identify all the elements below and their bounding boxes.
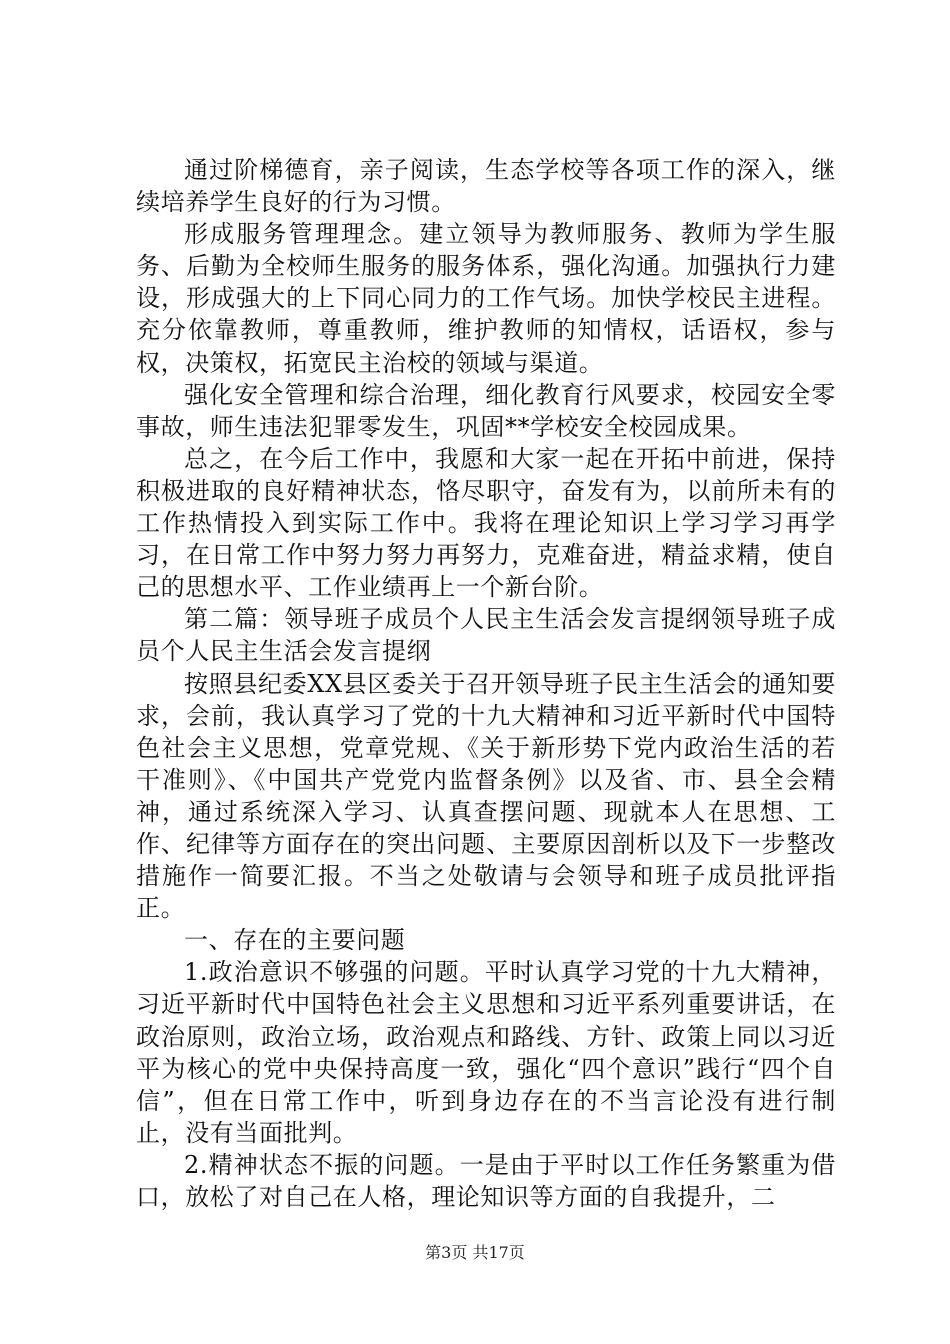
page-number-footer: 第3页 共17页 [425,1243,525,1262]
paragraph-introduction: 按照县纪委XX县区委关于召开领导班子民主生活会的通知要求，会前，我认真学习了党的十九大精神和习近平新时代中国特色社会主义思想，党章党规、《关于新形势下党内政治生活的若干准则》、《中国共产党党内监督条例》以及省、市、县全会精神，通过系统深入学习、认真查摆问题、现就本人在思想、工作、纪律等方面存在的突出问题、主要原因剖析以及下一步整改措施作一简要汇报。不当之处敬请与会领导和班子成员批评指正。 [136,669,836,923]
paragraph-problem-2: 2.精神状态不振的问题。一是由于平时以工作任务繁重为借口，放松了对自己在人格，理论知识等方面的自我提升，二 [136,1150,836,1211]
paragraph-moral-education: 通过阶梯德育，亲子阅读，生态学校等各项工作的深入，继续培养学生良好的行为习惯。 [136,156,836,217]
document-body [136,154,836,1213]
paragraph-service-management: 形成服务管理理念。建立领导为教师服务、教师为学生服务、后勤为全校师生服务的服务体系，强化沟通。加强执行力建设，形成强大的上下同心同力的工作气场。加快学校民主进程。充分依靠教师，尊重教师，维护教师的知情权，话语权，参与权，决策权，拓宽民主治校的领域与渠道。 [136,220,836,377]
section-title-part-two: 第二篇：领导班子成员个人民主生活会发言提纲领导班子成员个人民主生活会发言提纲 [136,605,836,666]
paragraph-conclusion: 总之，在今后工作中，我愿和大家一起在开拓中前进，保持积极进取的良好精神状态，恪尽职守，奋发有为，以前所未有的工作热情投入到实际工作中。我将在理论知识上学习学习再学习，在日常工作中努力努力再努力，克难奋进，精益求精，使自己的思想水平、工作业绩再上一个新台阶。 [136,444,836,602]
paragraph-safety-management: 强化安全管理和综合治理，细化教育行风要求，校园安全零事故，师生违法犯罪零发生，巩固**学校安全校园成果。 [136,380,836,441]
paragraph-problem-1: 1.政治意识不够强的问题。平时认真学习党的十九大精神，习近平新时代中国特色社会主义思想和习近平系列重要讲话，在政治原则，政治立场，政治观点和路线、方针、政策上同以习近平为核心的党中央保持高度一致，强化“四个意识”践行“四个自信”，但在日常工作中，听到身边存在的不当言论没有进行制止，没有当面批判。 [136,958,836,1147]
heading-main-problems: 一、存在的主要问题 [184,926,406,955]
